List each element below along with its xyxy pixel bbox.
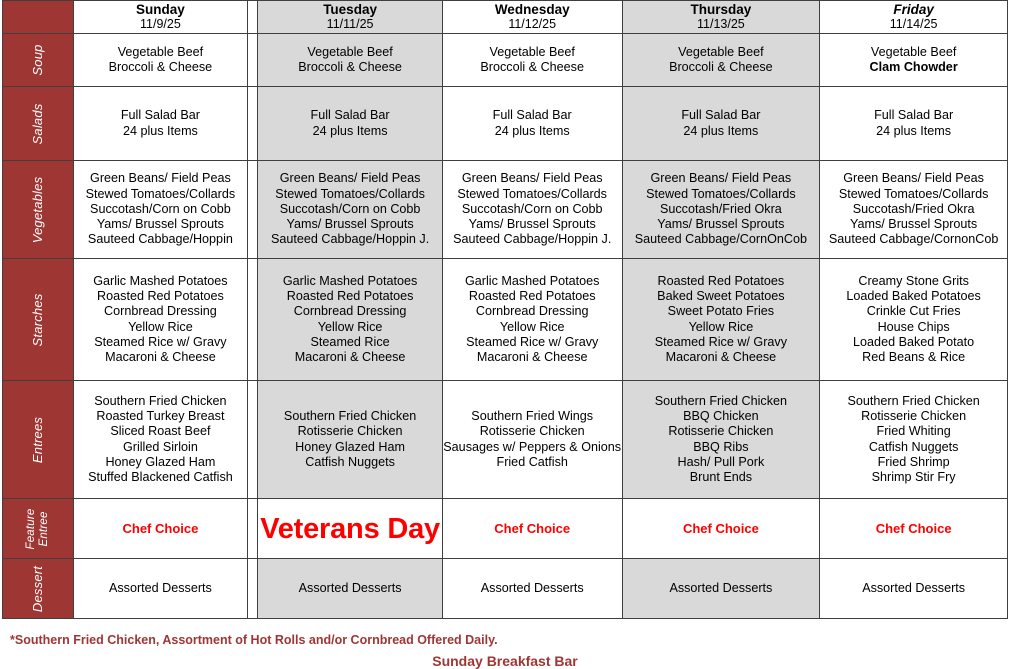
menu-item: Green Beans/ Field Peas: [843, 171, 984, 186]
header-corner-cell: [3, 1, 74, 34]
row-feature-entree: [3, 499, 1008, 559]
row-soup: [3, 34, 1008, 87]
menu-item: 24 plus Items: [312, 123, 388, 138]
menu-item: Steamed Rice w/ Gravy: [94, 334, 227, 349]
day-header-tuesday: [258, 1, 443, 34]
menu-item: Catfish Nuggets: [868, 439, 959, 454]
menu-item: Catfish Nuggets: [305, 454, 395, 469]
menu-item: House Chips: [877, 319, 950, 334]
menu-item: Garlic Mashed Potatoes: [465, 273, 600, 288]
row-label-vegetables-text: Vegetables: [29, 176, 45, 243]
menu-item: Assorted Desserts: [862, 580, 966, 595]
cell-entrees-tuesday: [258, 381, 443, 499]
row-label-feature-entree-text: [25, 496, 51, 562]
cell-starches-wednesday: [442, 259, 622, 381]
menu-item: Sausages w/ Peppers & Onions: [443, 439, 622, 454]
menu-item: Yams/ Brussel Sprouts: [286, 217, 414, 232]
table-header-row: [3, 1, 1008, 34]
row-entrees: [3, 381, 1008, 499]
menu-item: Green Beans/ Field Peas: [461, 171, 603, 186]
row-label-salads-text: Salads: [29, 103, 45, 144]
menu-item: Roasted Red Potatoes: [468, 289, 596, 304]
menu-item: Assorted Desserts: [480, 580, 584, 595]
menu-item: Sauteed Cabbage/Hoppin: [87, 232, 233, 247]
menu-item: Roasted Turkey Breast: [96, 409, 225, 424]
menu-item: Stuffed Blackened Catfish: [88, 469, 233, 484]
spacer-column-salads: [248, 87, 258, 161]
menu-item: Cornbread Dressing: [293, 304, 407, 319]
menu-item: Yellow Rice: [128, 319, 193, 334]
menu-item: Succotash/Corn on Cobb: [279, 201, 421, 216]
menu-item: Macaroni & Cheese: [476, 349, 588, 364]
menu-item: Succotash/Fried Okra: [659, 201, 782, 216]
menu-item: Vegetable Beef: [117, 44, 204, 59]
menu-item: Loaded Baked Potatoes: [846, 289, 981, 304]
day-header-friday: [820, 1, 1008, 34]
menu-item: Full Salad Bar: [492, 108, 572, 123]
feature-entree-text-holiday: Veterans Day: [260, 512, 440, 545]
menu-item: Broccoli & Cheese: [298, 60, 402, 74]
cell-dessert-sunday: [73, 559, 248, 619]
menu-item: Baked Sweet Potatoes: [657, 289, 785, 304]
menu-item: Broccoli & Cheese: [669, 60, 773, 74]
menu-item: Vegetable Beef: [307, 44, 393, 59]
cell-starches-friday: [820, 259, 1008, 381]
cell-vegetables-wednesday: [442, 161, 622, 259]
cell-salads-friday: [820, 87, 1008, 161]
day-name-thursday: Thursday: [690, 2, 752, 17]
menu-item: Southern Fried Chicken: [654, 393, 788, 408]
menu-item: Garlic Mashed Potatoes: [282, 273, 418, 288]
menu-item: Fried Whiting: [876, 424, 951, 439]
menu-item: Yams/ Brussel Sprouts: [96, 217, 224, 232]
row-label-feature-entree: [3, 499, 74, 559]
feature-entree-text: Chef Choice: [875, 520, 952, 536]
menu-item: Garlic Mashed Potatoes: [93, 273, 228, 288]
menu-item: Crinkle Cut Fries: [866, 304, 961, 319]
menu-item: Grilled Sirloin: [122, 439, 198, 454]
row-label-starches: [3, 259, 74, 381]
row-label-dessert-text: Dessert: [29, 565, 45, 612]
day-date-wednesday: 11/12/25: [508, 17, 557, 31]
row-label-soup-text: Soup: [29, 44, 45, 76]
menu-item: Southern Fried Wings: [471, 409, 594, 424]
cell-soup-friday: [820, 34, 1008, 87]
cell-soup-wednesday: [442, 34, 622, 87]
menu-item: Macaroni & Cheese: [665, 349, 777, 364]
spacer-column-soup: [248, 34, 258, 87]
day-header-sunday: [73, 1, 248, 34]
menu-item: Vegetable Beef: [489, 44, 575, 59]
menu-item: Roasted Red Potatoes: [286, 289, 414, 304]
menu-item: Rotisserie Chicken: [479, 424, 585, 439]
cell-starches-thursday: [622, 259, 820, 381]
cell-vegetables-tuesday: [258, 161, 443, 259]
day-name-friday: Friday: [893, 2, 934, 17]
menu-item: Vegetable Beef: [870, 44, 957, 59]
cell-starches-tuesday: [258, 259, 443, 381]
menu-item: 24 plus Items: [494, 123, 570, 138]
menu-item: Stewed Tomatoes/Collards: [457, 186, 607, 201]
menu-item: Rotisserie Chicken: [668, 424, 774, 439]
menu-item: Green Beans/ Field Peas: [650, 171, 792, 186]
cell-entrees-thursday: [622, 381, 820, 499]
menu-item: Full Salad Bar: [120, 108, 200, 123]
menu-item: Southern Fried Chicken: [94, 393, 227, 408]
weekly-menu-table: [2, 0, 1008, 619]
cell-dessert-tuesday: [258, 559, 443, 619]
menu-item: Assorted Desserts: [298, 580, 402, 595]
menu-item: 24 plus Items: [876, 123, 952, 138]
cell-salads-sunday: [73, 87, 248, 161]
menu-item: Stewed Tomatoes/Collards: [646, 186, 796, 201]
menu-item: Rotisserie Chicken: [297, 424, 403, 439]
row-label-entrees-text: Entrees: [29, 416, 45, 463]
menu-item: Assorted Desserts: [108, 580, 212, 595]
day-name-sunday: Sunday: [136, 2, 185, 17]
menu-item: Cornbread Dressing: [104, 304, 217, 319]
menu-item: Stewed Tomatoes/Collards: [85, 186, 236, 201]
cell-soup-sunday: [73, 34, 248, 87]
menu-item: Sauteed Cabbage/CornonCob: [828, 232, 999, 247]
menu-item: Succotash/Fried Okra: [852, 201, 975, 216]
menu-item: Green Beans/ Field Peas: [279, 171, 421, 186]
menu-item: Macaroni & Cheese: [294, 349, 406, 364]
menu-item: BBQ Ribs: [693, 439, 749, 454]
cell-starches-sunday: [73, 259, 248, 381]
cell-vegetables-thursday: [622, 161, 820, 259]
menu-item: 24 plus Items: [122, 123, 198, 138]
cell-entrees-wednesday: [442, 381, 622, 499]
menu-item: Yams/ Brussel Sprouts: [850, 217, 978, 232]
row-label-dessert: [3, 559, 74, 619]
menu-item: Creamy Stone Grits: [858, 273, 969, 288]
menu-item: Yellow Rice: [317, 319, 383, 334]
footnote-daily-offering: *Southern Fried Chicken, Assortment of Hot Rolls and/or Cornbread Offered Daily.: [10, 633, 498, 647]
row-label-entrees: [3, 381, 74, 499]
feature-entree-text: Chef Choice: [494, 520, 571, 536]
menu-item: Sliced Roast Beef: [110, 424, 211, 439]
day-header-thursday: [622, 1, 820, 34]
menu-item: Southern Fried Chicken: [847, 393, 980, 408]
menu-item: Full Salad Bar: [874, 108, 954, 123]
menu-item: Fried Shrimp: [877, 454, 950, 469]
menu-item: Shrimp Stir Fry: [871, 469, 956, 484]
feature-entree-text: Chef Choice: [122, 520, 199, 536]
menu-item: Red Beans & Rice: [862, 349, 966, 364]
menu-item: Clam Chowder: [869, 60, 958, 74]
row-dessert: [3, 559, 1008, 619]
menu-item: Brunt Ends: [689, 469, 753, 484]
row-label-starches-text: Starches: [29, 293, 45, 346]
day-date-thursday: 11/13/25: [697, 17, 745, 31]
menu-item: Succotash/Corn on Cobb: [90, 201, 231, 216]
day-date-sunday: 11/9/25: [140, 17, 181, 31]
menu-item: Loaded Baked Potato: [853, 334, 975, 349]
cell-feature-entree-wednesday: [442, 499, 622, 559]
menu-item: Yellow Rice: [499, 319, 565, 334]
spacer-column-entrees: [248, 381, 258, 499]
spacer-column-feature: [248, 499, 258, 559]
cell-feature-entree-thursday: [622, 499, 820, 559]
menu-item: Full Salad Bar: [310, 108, 390, 123]
menu-item: Cornbread Dressing: [475, 304, 589, 319]
day-name-wednesday: Wednesday: [494, 2, 570, 17]
cell-soup-thursday: [622, 34, 820, 87]
row-label-feature-line1: Feature: [24, 507, 37, 550]
cell-salads-wednesday: [442, 87, 622, 161]
day-name-tuesday: Tuesday: [323, 2, 377, 17]
day-date-friday: 11/14/25: [889, 17, 938, 31]
footnotes: [0, 633, 1010, 669]
menu-item: BBQ Chicken: [683, 409, 759, 424]
row-salads: [3, 87, 1008, 161]
menu-item: Honey Glazed Ham: [295, 439, 406, 454]
menu-item: Sauteed Cabbage/Hoppin J.: [453, 232, 612, 247]
menu-item: Assorted Desserts: [669, 580, 773, 595]
cell-dessert-wednesday: [442, 559, 622, 619]
spacer-column-dessert: [248, 559, 258, 619]
menu-item: Hash/ Pull Pork: [677, 454, 765, 469]
menu-item: Broccoli & Cheese: [108, 60, 213, 74]
cell-feature-entree-tuesday: [258, 499, 443, 559]
cell-entrees-sunday: [73, 381, 248, 499]
feature-entree-text: Chef Choice: [682, 520, 759, 536]
cell-soup-tuesday: [258, 34, 443, 87]
day-header-wednesday: [442, 1, 622, 34]
row-vegetables: [3, 161, 1008, 259]
menu-item: Yams/ Brussel Sprouts: [657, 217, 785, 232]
menu-item: Macaroni & Cheese: [105, 349, 216, 364]
cell-dessert-thursday: [622, 559, 820, 619]
spacer-column-vegetables: [248, 161, 258, 259]
row-starches: [3, 259, 1008, 381]
menu-item: Southern Fried Chicken: [283, 409, 417, 424]
menu-item: Sauteed Cabbage/CornOnCob: [634, 232, 807, 247]
menu-item: Yams/ Brussel Sprouts: [468, 217, 596, 232]
menu-item: 24 plus Items: [683, 123, 759, 138]
row-label-salads: [3, 87, 74, 161]
day-date-tuesday: 11/11/25: [326, 17, 374, 31]
menu-item: Succotash/Corn on Cobb: [461, 201, 603, 216]
row-label-feature-line2: Entree: [37, 510, 50, 547]
menu-item: Sauteed Cabbage/Hoppin J.: [270, 232, 430, 247]
menu-item: Honey Glazed Ham: [105, 454, 216, 469]
spacer-column-header: [248, 1, 258, 34]
menu-item: Rotisserie Chicken: [861, 409, 967, 424]
menu-item: Yellow Rice: [688, 319, 754, 334]
cell-salads-thursday: [622, 87, 820, 161]
menu-item: Steamed Rice w/ Gravy: [466, 334, 599, 349]
menu-item: Steamed Rice w/ Gravy: [654, 334, 788, 349]
menu-item: Green Beans/ Field Peas: [90, 171, 231, 186]
spacer-column-starches: [248, 259, 258, 381]
cell-feature-entree-friday: [820, 499, 1008, 559]
cell-entrees-friday: [820, 381, 1008, 499]
menu-item: Roasted Red Potatoes: [657, 273, 785, 288]
cell-salads-tuesday: [258, 87, 443, 161]
footnote-breakfast-bar: Sunday Breakfast Bar: [432, 653, 578, 669]
cell-vegetables-sunday: [73, 161, 248, 259]
menu-item: Broccoli & Cheese: [480, 60, 584, 74]
row-label-vegetables: [3, 161, 74, 259]
menu-item: Stewed Tomatoes/Collards: [275, 186, 425, 201]
menu-item: Sweet Potato Fries: [667, 304, 775, 319]
menu-item: Stewed Tomatoes/Collards: [838, 186, 989, 201]
cell-dessert-friday: [820, 559, 1008, 619]
menu-item: Roasted Red Potatoes: [97, 289, 224, 304]
menu-item: Fried Catfish: [496, 454, 568, 469]
menu-item: Vegetable Beef: [678, 44, 764, 59]
cell-vegetables-friday: [820, 161, 1008, 259]
row-label-soup: [3, 34, 74, 87]
menu-item: Steamed Rice: [310, 334, 390, 349]
menu-item: Full Salad Bar: [681, 108, 761, 123]
cell-feature-entree-sunday: [73, 499, 248, 559]
